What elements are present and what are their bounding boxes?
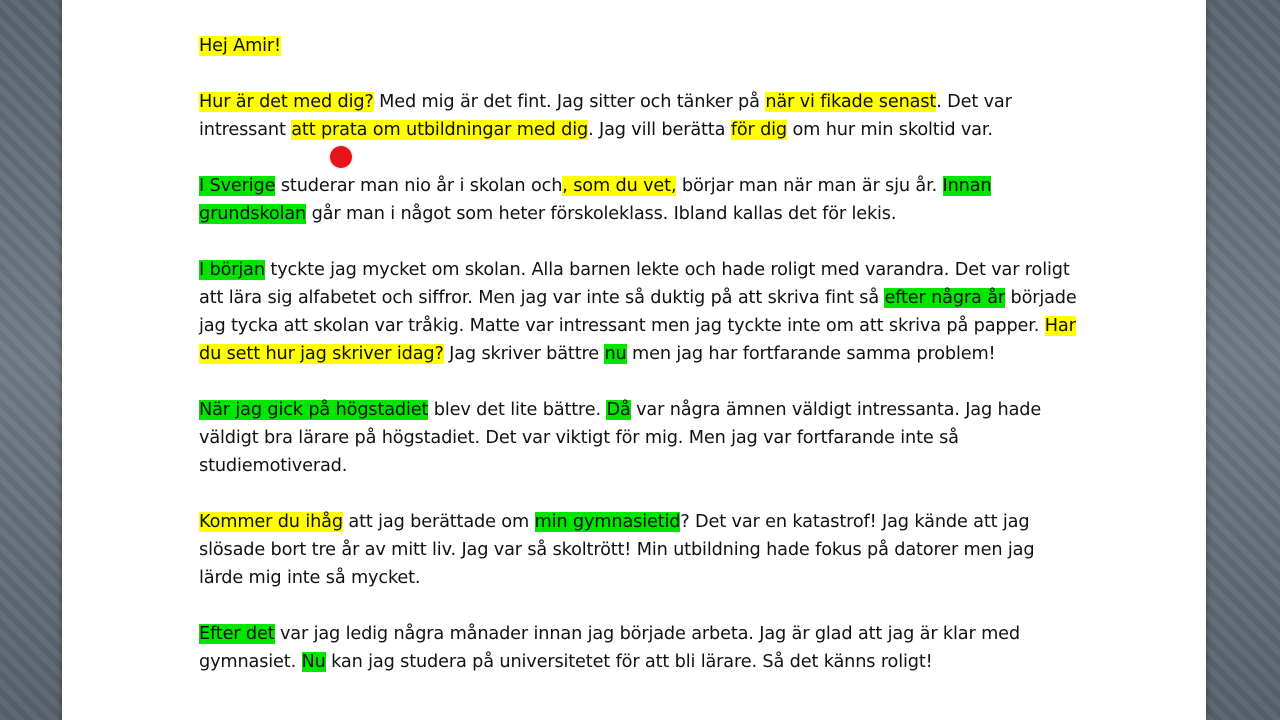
body-text: blev det lite bättre. — [428, 400, 607, 420]
highlight-yellow: Hur är det med dig? — [199, 92, 374, 112]
highlight-yellow: Har du sett hur jag skriver idag? — [199, 316, 1076, 364]
laser-pointer-dot — [330, 146, 352, 168]
letter-body — [199, 32, 1079, 704]
background-right-panel — [1206, 0, 1280, 720]
body-text: om hur min skoltid var. — [787, 120, 993, 140]
body-text: ? Det var en katastrof! Jag kände att jag slösade bort tre år av mitt liv. Jag var så skoltrött! Min utbildning hade fokus på datorer men jag lärde mig inte så mycket. — [199, 512, 1035, 588]
body-text: Med mig är det fint. Jag sitter och tänker på — [373, 92, 766, 112]
body-text: tyckte jag mycket om skolan. Alla barnen lekte och hade roligt med varandra. Det var roligt att lära sig alfabetet och siffror. Men jag var inte så duktig på att skriva fint så — [199, 260, 1070, 308]
highlight-green: Innan grundskolan — [199, 176, 992, 224]
body-text: men jag har fortfarande samma problem! — [626, 344, 996, 364]
background-left-panel — [0, 0, 62, 720]
highlight-green: Efter det — [199, 624, 275, 644]
paragraph-1 — [199, 88, 1079, 144]
highlight-green: efter några år — [884, 288, 1006, 308]
document-page — [62, 0, 1206, 720]
highlight-yellow: Kommer du ihåg — [199, 512, 343, 532]
body-text: var jag ledig några månader innan jag började arbeta. Jag är glad att jag är klar med gymnasiet. — [199, 624, 1020, 672]
body-text: började jag tycka att skolan var tråkig. Matte var intressant men jag tyckte inte om att skriva på papper. — [199, 288, 1077, 336]
highlight-green: Då — [606, 400, 631, 420]
highlight-green: När jag gick på högstadiet — [199, 400, 429, 420]
highlight-green: I Sverige — [199, 176, 276, 196]
highlight-green: Nu — [301, 652, 326, 672]
highlight-yellow: , som du vet, — [562, 176, 677, 196]
greeting-paragraph — [199, 32, 1079, 60]
body-text: Jag skriver bättre — [443, 344, 605, 364]
paragraph-5 — [199, 508, 1079, 592]
highlight-green: I början — [199, 260, 265, 280]
body-text: går man i något som heter förskoleklass. Ibland kallas det för lekis. — [306, 204, 897, 224]
paragraph-6 — [199, 620, 1079, 676]
highlight-yellow: när vi fikade senast — [765, 92, 937, 112]
body-text: att jag berättade om — [342, 512, 535, 532]
paragraph-4 — [199, 396, 1079, 480]
body-text: börjar man när man är sju år. — [676, 176, 943, 196]
paragraph-2 — [199, 172, 1079, 228]
body-text: kan jag studera på universitetet för att bli lärare. Så det känns roligt! — [325, 652, 933, 672]
highlight-yellow: Hej Amir! — [199, 36, 281, 56]
highlight-yellow: för dig — [730, 120, 788, 140]
body-text: . Det var intressant — [199, 92, 1012, 140]
highlight-green: min gymnasietid — [534, 512, 681, 532]
highlight-yellow: att prata om utbildningar med dig — [291, 120, 589, 140]
body-text: var några ämnen väldigt intressanta. Jag hade väldigt bra lärare på högstadiet. Det var viktigt för mig. Men jag var fortfarande inte så studiemotiverad. — [199, 400, 1042, 476]
body-text: . Jag vill berätta — [588, 120, 731, 140]
body-text: studerar man nio år i skolan och — [275, 176, 563, 196]
highlight-green: nu — [604, 344, 627, 364]
paragraph-3 — [199, 256, 1079, 368]
